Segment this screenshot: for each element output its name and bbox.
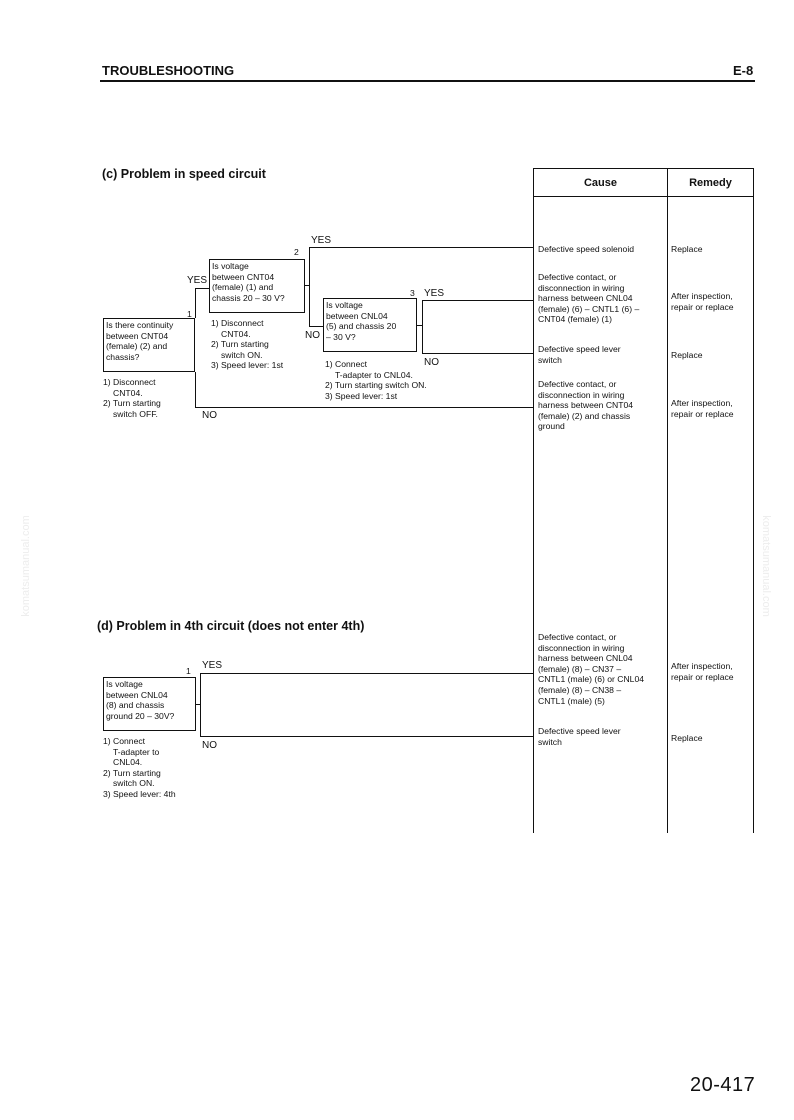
c-q2-steps [211, 318, 283, 371]
c-cause-2 [538, 272, 639, 325]
c-q1-no-label: NO [202, 410, 217, 421]
cause-text: (female) (8) – CN38 – [538, 684, 622, 695]
c-q2-line: chassis 20 – 30 V? [212, 292, 285, 303]
cause-text: Defective contact, or [538, 632, 617, 642]
cause-text: harness between CNL04 [538, 653, 633, 664]
cause-text: Defective speed lever [538, 344, 621, 354]
d-q1-step: switch ON. [113, 778, 155, 789]
c-q2-number: 2 [294, 247, 299, 257]
d-q1-connector [196, 704, 200, 705]
cause-text: CNT04 (female) (1) [538, 314, 613, 325]
section-c-title: (c) Problem in speed circuit [102, 167, 266, 181]
remedy-text: After inspection, [671, 398, 733, 408]
d-q1-step: T-adapter to [113, 746, 160, 757]
c-q3-no-label: NO [424, 357, 439, 368]
remedy-text: repair or replace [671, 671, 734, 682]
c-q1-line: Is there continuity [106, 320, 174, 330]
c-q2-no-line [309, 326, 323, 327]
c-remedy-1 [671, 244, 703, 255]
table-left-border [533, 168, 534, 833]
c-q3-branch-vertical [422, 300, 423, 354]
cause-text: switch [538, 354, 562, 365]
c-q1-step: 2) Turn starting [103, 398, 161, 409]
table-right-border [753, 168, 754, 833]
remedy-header: Remedy [689, 177, 732, 189]
cause-text: CNTL1 (male) (6) or CNL04 [538, 674, 645, 685]
c-q3-step: 3) Speed lever: 1st [325, 390, 398, 401]
c-q1-step: switch OFF. [113, 408, 158, 419]
remedy-text: Replace [671, 244, 703, 254]
cause-text: ground [538, 421, 565, 432]
d-q1-steps [103, 736, 176, 800]
c-q2-line: Is voltage [212, 261, 249, 271]
d-q1-step: 1) Connect [103, 736, 146, 746]
cause-text: disconnection in wiring [538, 642, 625, 653]
c-q3-steps [325, 359, 427, 401]
header-title: TROUBLESHOOTING [102, 63, 235, 78]
d-q1-step: 3) Speed lever: 4th [103, 788, 176, 799]
cause-text: Defective contact, or [538, 272, 617, 282]
header-code: E-8 [733, 63, 754, 78]
remedy-text: repair or replace [671, 408, 734, 419]
watermark-left: komatsumanual.com [19, 515, 32, 617]
cause-text: Defective speed lever [538, 726, 621, 736]
table-header-border [533, 196, 754, 197]
cause-text: Defective speed solenoid [538, 244, 635, 254]
d-q1-step: CNL04. [113, 757, 143, 768]
c-q1-step: 1) Disconnect [103, 377, 156, 387]
c-remedy-2 [671, 291, 734, 312]
c-q1-no-drop [195, 372, 196, 408]
cause-header: Cause [583, 177, 618, 189]
d-q1-step: 2) Turn starting [103, 767, 161, 778]
cause-text: disconnection in wiring [538, 282, 625, 293]
remedy-text: repair or replace [671, 301, 734, 312]
cause-text: harness between CNL04 [538, 293, 633, 304]
d-cause-2 [538, 726, 621, 747]
c-q1-question-box [103, 318, 195, 372]
d-q1-no-line [200, 736, 533, 737]
cause-text: Defective contact, or [538, 379, 617, 389]
table-top-border [533, 168, 754, 169]
c-q1-number: 1 [187, 309, 192, 319]
d-q1-line: Is voltage [106, 679, 143, 689]
c-q1-line: chassis? [106, 351, 140, 362]
d-q1-line: ground 20 – 30V? [106, 710, 175, 721]
c-q1-no-line [195, 407, 533, 408]
d-remedy-2 [671, 733, 703, 744]
d-q1-number: 1 [186, 666, 191, 676]
cause-text: CNTL1 (male) (5) [538, 695, 605, 706]
c-cause-4 [538, 379, 633, 432]
c-q2-step: 3) Speed lever: 1st [211, 360, 284, 371]
c-q1-step: CNT04. [113, 387, 143, 398]
c-q2-no-label: NO [305, 330, 320, 341]
table-middle-border [667, 168, 668, 833]
cause-text: (female) (8) – CN37 – [538, 663, 622, 674]
c-q1-line: (female) (2) and [106, 341, 168, 352]
page-number: 20-417 [690, 1074, 756, 1096]
c-q2-step: 2) Turn starting [211, 339, 269, 350]
c-q2-question-box [209, 259, 305, 313]
c-q3-line: Is voltage [326, 300, 363, 310]
c-q1-yes-riser [195, 288, 196, 318]
remedy-text: After inspection, [671, 291, 733, 301]
d-q1-no-label: NO [202, 740, 217, 751]
cause-text: (female) (2) and chassis [538, 410, 631, 421]
watermark-right: komatsumanual.com [759, 515, 772, 617]
cause-text: harness between CNT04 [538, 400, 634, 411]
c-q1-line: between CNT04 [106, 330, 169, 341]
c-q3-step: 2) Turn starting switch ON. [325, 380, 427, 391]
c-cause-1 [538, 244, 634, 255]
c-q2-yes-label: YES [311, 235, 332, 246]
c-cause-3 [538, 344, 621, 365]
d-cause-1 [538, 632, 644, 706]
d-q1-yes-label: YES [202, 660, 223, 671]
c-q3-yes-label: YES [424, 288, 445, 299]
c-q3-step: 1) Connect [325, 359, 368, 369]
c-q1-yes-label: YES [187, 275, 208, 286]
c-remedy-4 [671, 398, 734, 419]
c-q2-step: 1) Disconnect [211, 318, 264, 328]
remedy-text: After inspection, [671, 661, 733, 671]
d-remedy-1 [671, 661, 734, 682]
c-q3-yes-line [422, 300, 533, 301]
c-q3-line: (5) and chassis 20 [326, 321, 397, 332]
d-q1-question-box [103, 677, 196, 731]
remedy-text: Replace [671, 733, 703, 743]
cause-text: switch [538, 736, 562, 747]
c-q3-line: – 30 V? [326, 331, 356, 342]
c-q3-no-line [422, 353, 533, 354]
d-q1-branch-vertical [200, 673, 201, 737]
c-q2-branch-vertical [309, 247, 310, 327]
d-q1-line: between CNL04 [106, 689, 168, 700]
d-q1-line: (8) and chassis [106, 700, 165, 711]
c-q3-step: T-adapter to CNL04. [335, 369, 413, 380]
cause-text: (female) (6) – CNTL1 (6) – [538, 303, 640, 314]
c-remedy-3 [671, 350, 703, 361]
c-q3-connector [417, 325, 422, 326]
header-rule [100, 80, 755, 82]
c-q3-line: between CNL04 [326, 310, 388, 321]
c-q2-line: (female) (1) and [212, 282, 274, 293]
cause-text: disconnection in wiring [538, 389, 625, 400]
section-d-title: (d) Problem in 4th circuit (does not enter 4th) [97, 619, 365, 633]
c-q2-connector [305, 285, 309, 286]
c-q2-line: between CNT04 [212, 271, 275, 282]
c-q3-number: 3 [410, 288, 415, 298]
c-q2-yes-line [309, 247, 533, 248]
c-q2-step: switch ON. [221, 349, 263, 360]
c-q2-step: CNT04. [221, 328, 251, 339]
d-q1-yes-line [200, 673, 533, 674]
remedy-text: Replace [671, 350, 703, 360]
c-q1-yes-line [195, 288, 209, 289]
c-q1-steps [103, 377, 161, 419]
c-q3-question-box [323, 298, 417, 352]
